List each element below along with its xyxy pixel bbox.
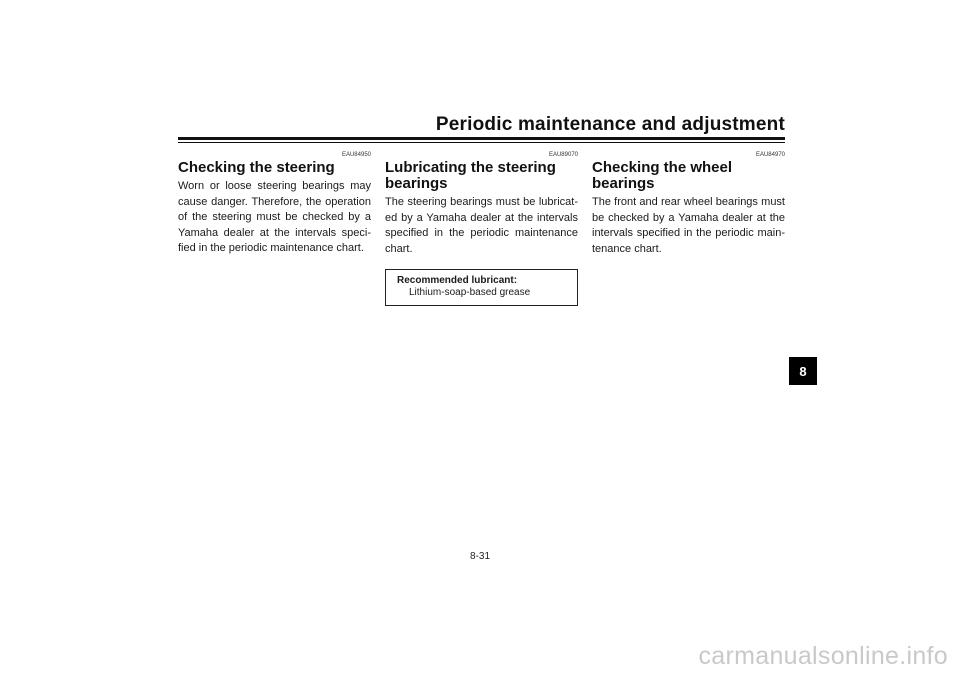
section-body: The steering bearings must be lubricated by a Yamaha dealer at the intervals specified in the periodic maintenance chart. <box>385 196 578 255</box>
section-lubricating-steering-bearings <box>385 152 578 306</box>
spec-value: Lithium-soap-based grease <box>409 287 531 298</box>
spec-label: Recommended lubricant: <box>397 275 518 286</box>
section-title: Lubricating the steering bearings <box>385 159 556 192</box>
section-code: EAU84970 <box>755 152 785 158</box>
page-header-title: Periodic maintenance and adjustment <box>435 114 785 135</box>
page-number: 8-31 <box>469 551 490 562</box>
section-checking-wheel-bearings <box>592 152 785 257</box>
section-checking-steering <box>178 152 371 257</box>
watermark: carmanualsonline.info <box>698 642 948 670</box>
section-code: EAU89070 <box>548 152 578 158</box>
section-title: Checking the steering <box>178 159 335 176</box>
section-body: Worn or loose steering bearings may cause danger. Therefore, the operation of the steering must be checked by a Yamaha dealer at the intervals specified in the periodic maintenance chart. <box>178 180 371 254</box>
section-body: The front and rear wheel bearings must be checked by a Yamaha dealer at the intervals specified in the periodic maintenance chart. <box>592 196 785 255</box>
section-title: Checking the wheel bearings <box>592 159 733 192</box>
chapter-tab: 8 <box>789 357 817 385</box>
header-rule-thin <box>178 142 785 143</box>
header-rule <box>178 137 785 140</box>
section-code: EAU84950 <box>341 152 371 158</box>
recommended-lubricant-box <box>385 269 578 306</box>
